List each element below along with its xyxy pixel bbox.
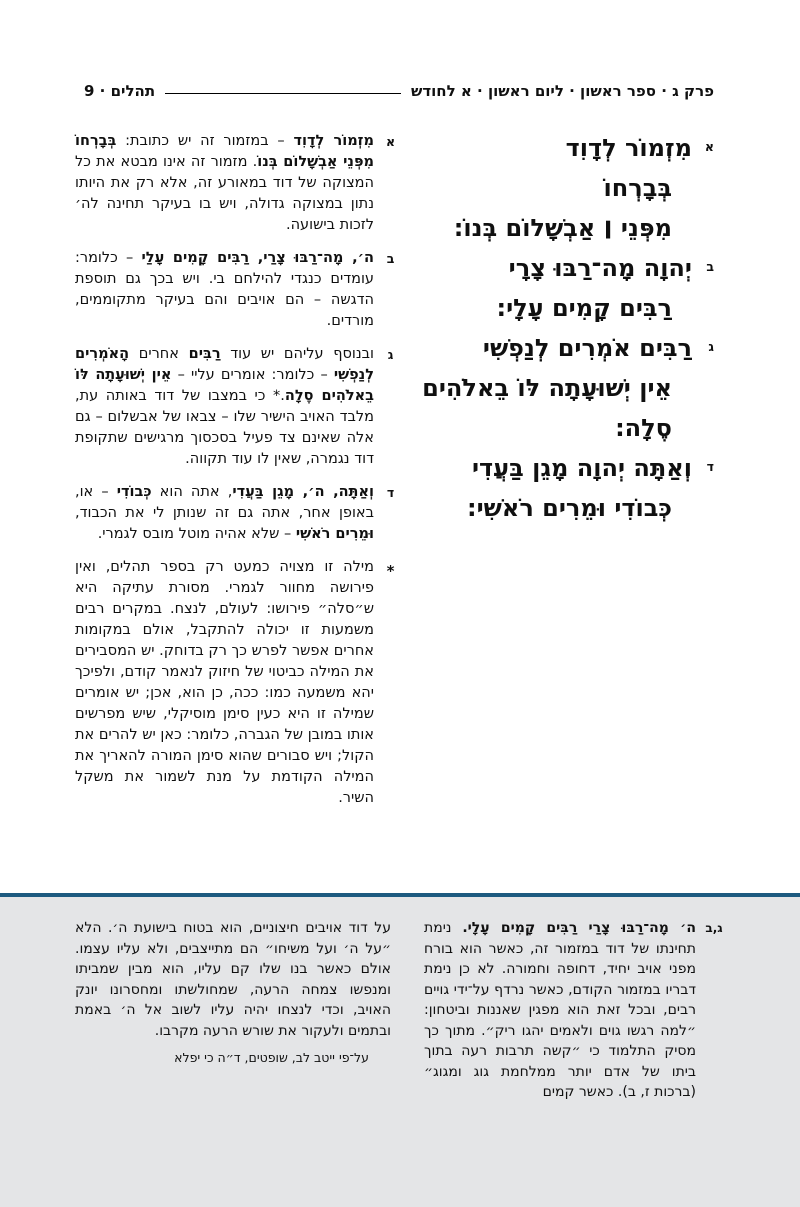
footnote-text bbox=[75, 557, 374, 809]
section-title: פרק ג · ספר ראשון · ליום ראשון · א לחודש bbox=[410, 82, 714, 100]
commentary-paragraph-3 bbox=[75, 344, 398, 470]
commentary-text: , אתה הוא bbox=[151, 484, 233, 500]
quoted-verse-text: כְּבוֹדִי bbox=[116, 484, 152, 500]
paragraph-text bbox=[75, 131, 374, 236]
verse-body bbox=[398, 128, 692, 248]
verse-line: וְאַתָּה יְהוָה מָגֵן בַּעֲדִי bbox=[471, 454, 692, 482]
verse-line: אֵין יְשׁוּעָתָה לּוֹ בֵאלֹהִים bbox=[422, 374, 672, 402]
quoted-verse-text: ה׳, מָה־רַבּוּ צָרַי, רַבִּים קָמִים עָלַי bbox=[141, 250, 375, 266]
quoted-verse-text: אֵין יְשׁוּעָתָה לּוֹ בֵאלֹהִים סֶלָה bbox=[75, 367, 375, 404]
paragraph-text bbox=[75, 248, 374, 332]
verse-line: כְּבוֹדִי וּמֵרִים רֹאשִׁי: bbox=[467, 494, 672, 522]
commentary-text: – שלא אהיה מוטל מובס לגמרי. bbox=[97, 526, 296, 542]
paragraph-marker: ד bbox=[386, 485, 395, 500]
quoted-verse-text: ה׳ מָה־רַבּוּ צָרַי רַבִּים קָמִים עָלָי. bbox=[462, 920, 696, 936]
verse-number-marker: ג bbox=[708, 339, 714, 354]
source-citation: על־פי ייטב לב, שופטים, ד״ה כי יפלא bbox=[174, 1050, 369, 1065]
psalm-verse-1 bbox=[398, 128, 714, 248]
commentary-text: . מזמור זה אינו מבטא את כל המצוקה של דוד במאורע זה, אלא רק את היותו נתון במצוקה גדולה, ויש בו בעיקר תחינה לה׳ לזכות בישועה. bbox=[75, 154, 374, 233]
commentary-text: – או, באופן אחר, אתה גם זה שנותן לי את הכבוד, bbox=[75, 484, 374, 521]
commentary-paragraph-4 bbox=[75, 482, 398, 545]
footnote-paragraph bbox=[75, 557, 398, 809]
commentary-text: אחרים bbox=[129, 346, 189, 362]
verse-number-marker: ד bbox=[706, 459, 714, 474]
commentary-text: ובנוסף עליהם יש עוד bbox=[220, 346, 375, 362]
quoted-verse-text: מִזְמוֹר לְדָוִד bbox=[293, 133, 374, 149]
header-rule-line bbox=[165, 93, 401, 94]
quoted-verse-text: בְּבָרְחוֹ מִפְּנֵי אַבְשָׁלוֹם בְּנוֹ bbox=[75, 133, 374, 170]
footer-right-column bbox=[424, 918, 726, 1103]
paragraph-text bbox=[75, 344, 374, 470]
verse-line: בְּבָרְחוֹ bbox=[603, 174, 672, 202]
verse-body bbox=[398, 448, 692, 528]
paragraph-text bbox=[75, 482, 374, 545]
psalm-text-column bbox=[398, 128, 714, 528]
commentary-column bbox=[75, 131, 398, 821]
quoted-verse-text: הָאֹמְרִים לְנַפְשִׁי bbox=[75, 346, 374, 383]
paragraph-marker: ב bbox=[386, 251, 395, 266]
verse-line: סֶלָה: bbox=[615, 414, 672, 442]
verse-number-marker: ב bbox=[706, 259, 714, 274]
commentary-text: – כלומר: עומדים כנגדי להילחם בי. ויש בכך גם תוספת הדגשה – הם אויבים והם בעיקר מתקוממים, מורדים. bbox=[75, 250, 374, 329]
footer-left-text: על דוד אויבים חיצוניים, הוא בטוח בישועת ה׳. הלא ״על ה׳ ועל משיחו״ הם מתייצבים, ולא עליו עצמו. אולם כאשר בנו שלו קם עליו, הוא מבין שמביתו ומנפשו צמחה הרעה, שמחולשתו ומחסרונו יונק האויב, וכדי לנצחו יהיה עליו לשוב אל ה׳ באמת ובתמים ולעקור את שורש הרעה מקרבו. bbox=[75, 920, 391, 1039]
quoted-verse-text: וְאַתָּה, ה׳, מָגֵן בַּעֲדִי bbox=[232, 484, 374, 500]
psalm-verse-2 bbox=[398, 248, 714, 328]
commentary-text: .* כי במצבו של דוד באותה עת, מלבד האויב הישיר שלו – צבאו של אבשלום – גם אלה שאינם צד פעיל בסכסוך מרגישים שתקופת דוד נגמרה, שאין לו עוד תקווה. bbox=[75, 388, 374, 467]
verse-body bbox=[398, 248, 692, 328]
footer-commentary-text: נימת תחינתו של דוד במזמור זה, כאשר הוא בורח מפני אויב יחיד, דחופה וחמורה. לא כן נימת דבריו במזמור הקודם, כאשר נרדף על־ידי גויים רבים, ובכל זאת הוא מפגין שאננות וביטחון: ״למה רגשו גוים ולאמים יהגו ריק״. מתוך כך מסיק התלמוד כי ״קשה תרבות רעה בתוך ביתו של אדם יותר ממלחמת גוג ומגוג״ (ברכות ז, ב). כאשר קמים bbox=[424, 920, 696, 1100]
page-header bbox=[84, 82, 714, 100]
verse-number-marker: א bbox=[704, 139, 714, 154]
verse-body bbox=[398, 328, 692, 448]
footer-verse-marker: ג,ב bbox=[705, 921, 723, 935]
psalm-verse-3 bbox=[398, 328, 714, 448]
footer-insight-section bbox=[0, 893, 800, 1207]
verse-line: מִזְמוֹר לְדָוִד bbox=[565, 134, 692, 162]
paragraph-marker: א bbox=[385, 134, 396, 149]
commentary-text: מילה זו מצויה כמעט רק בספר תהלים, ואין פירושה מחוור לגמרי. מסורת עתיקה היא ש״סלה״ פירושו: לעולם, לנצח. במקרים רבים משמעות זו יכולה להתקבל, אולם במקומות אחרים אפשר לפרש כך רק בדוחק. יש המסבירים את המילה כביטוי של חיזוק לנאמר קודם, ולפיכך יהא משמעה כמו: ככה, כן הוא, אכן; יש אומרים שמילה זו היא כעין סימן מוסיקלי, שיש מפרשים אותו במובן של הגברה, כלומר: כאן יש להרים את הקול; ויש סבורים שהוא סימן המורה להאריך את המילה הקודמת על מנת לשמור את משקל השיר. bbox=[75, 559, 374, 806]
psalm-verse-4 bbox=[398, 448, 714, 528]
footer-left-column bbox=[75, 918, 391, 1065]
footer-right-text bbox=[424, 918, 696, 1103]
commentary-text: – כלומר: אומרים עליי – bbox=[171, 367, 334, 383]
commentary-paragraph-2 bbox=[75, 248, 398, 332]
verse-line: רַבִּים אֹמְרִים לְנַפְשִׁי bbox=[482, 334, 692, 362]
verse-line: רַבִּים קָמִים עָלָי: bbox=[496, 294, 672, 322]
commentary-paragraph-1 bbox=[75, 131, 398, 236]
paragraph-marker: ג bbox=[387, 347, 394, 362]
verse-line: יְהוָה מָה־רַבּוּ צָרָי bbox=[508, 254, 692, 282]
book-title-and-page-number: תהלים · 9 bbox=[84, 82, 156, 100]
commentary-text: – במזמור זה יש כתובת: bbox=[116, 133, 294, 149]
quoted-verse-text: רַבִּים bbox=[188, 346, 221, 362]
quoted-verse-text: וּמֵרִים רֹאשִׁי bbox=[295, 526, 374, 542]
verse-line: מִפְּנֵי ׀ אַבְשָׁלוֹם בְּנוֹ: bbox=[453, 214, 672, 242]
footnote-asterisk-marker: * bbox=[386, 562, 395, 580]
